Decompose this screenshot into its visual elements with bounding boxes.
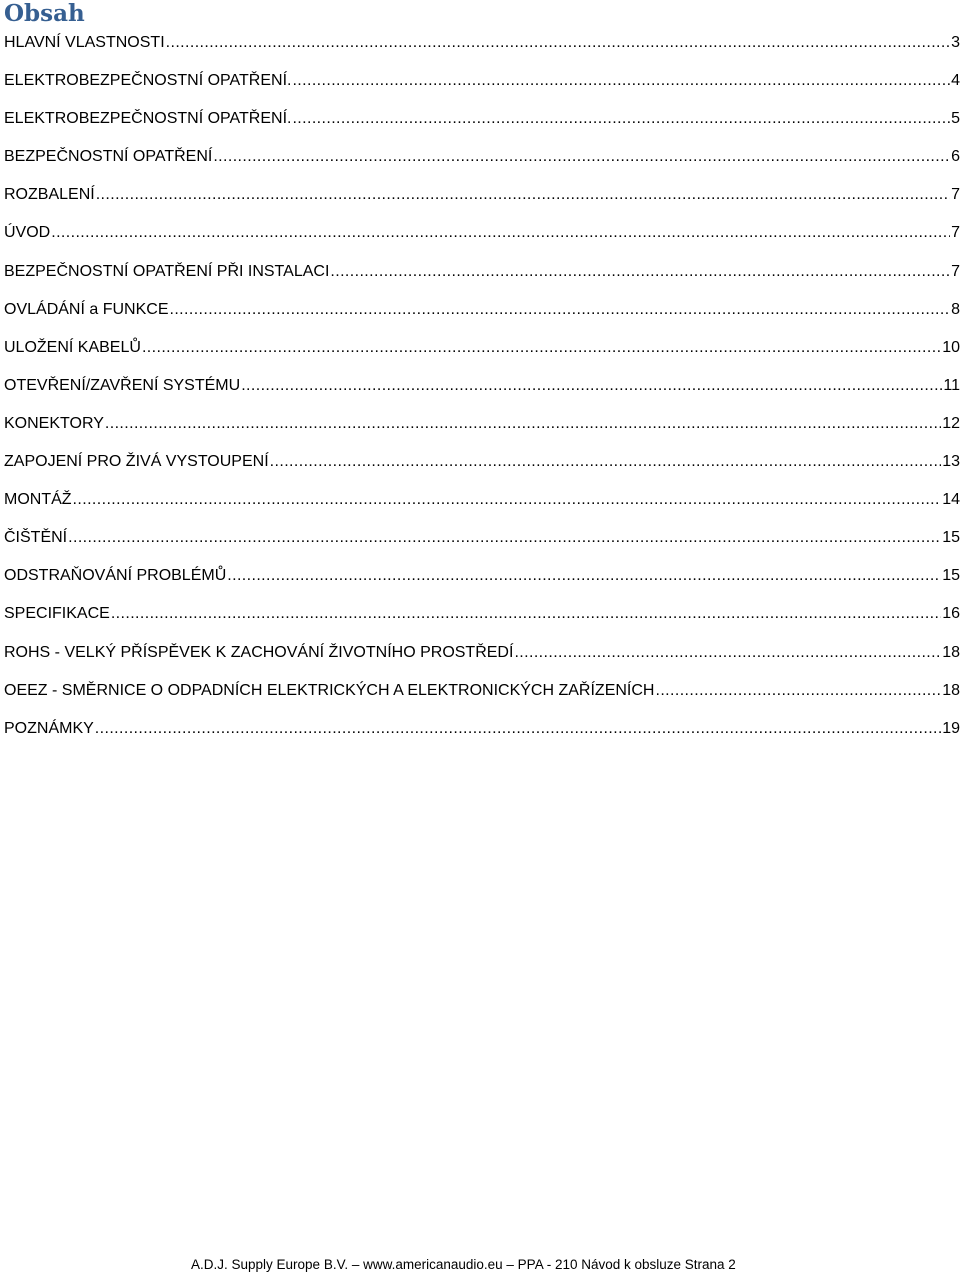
table-of-contents: [4, 31, 960, 755]
toc-page-number: 10: [942, 338, 960, 356]
toc-entry-title: ELEKTROBEZPEČNOSTNÍ OPATŘENÍ.: [4, 72, 292, 90]
toc-entry-title: HLAVNÍ VLASTNOSTI: [4, 34, 165, 51]
toc-entry-title: POZNÁMKY: [4, 719, 94, 737]
toc-entry[interactable]: [4, 145, 960, 183]
toc-page-number: 7: [951, 224, 960, 242]
toc-entry-title: ROZBALENÍ: [4, 186, 95, 204]
toc-entry-title: ULOŽENÍ KABELŮ: [4, 338, 141, 356]
toc-entry-title: OTEVŘENÍ/ZAVŘENÍ SYSTÉMU: [4, 376, 241, 394]
toc-page-number: 3: [951, 34, 960, 51]
toc-dot-leader: [655, 679, 941, 703]
toc-entry[interactable]: [4, 69, 960, 107]
toc-entry-title: ÚVOD: [4, 224, 51, 242]
toc-dot-leader: [227, 564, 941, 588]
toc-dot-leader: [96, 183, 950, 207]
toc-entry[interactable]: [4, 412, 960, 450]
toc-entry[interactable]: [4, 641, 960, 679]
toc-entry[interactable]: [4, 450, 960, 488]
footer-text: A.D.J. Supply Europe B.V. – www.americanaudio.eu – PPA - 210 Návod k obsluze Strana 2: [191, 1257, 736, 1272]
toc-entry[interactable]: [4, 107, 960, 145]
toc-entry[interactable]: [4, 374, 960, 412]
toc-dot-leader: [330, 260, 950, 284]
toc-page-number: 13: [942, 453, 960, 471]
toc-entry-title: SPECIFIKACE: [4, 605, 110, 623]
toc-dot-leader: [142, 336, 941, 360]
toc-entry[interactable]: [4, 336, 960, 374]
toc-dot-leader: [51, 221, 950, 245]
toc-entry[interactable]: [4, 717, 960, 755]
toc-page-number: 15: [942, 567, 960, 585]
toc-dot-leader: [105, 412, 941, 436]
toc-entry[interactable]: [4, 31, 960, 69]
toc-entry-title: OVLÁDÁNÍ a FUNKCE: [4, 300, 169, 318]
toc-entry-title: BEZPEČNOSTNÍ OPATŘENÍ PŘI INSTALACI: [4, 262, 330, 280]
page-footer: [0, 1256, 960, 1274]
toc-entry[interactable]: [4, 221, 960, 259]
toc-entry[interactable]: [4, 602, 960, 640]
toc-page-number: 8: [951, 300, 960, 318]
toc-dot-leader: [514, 641, 941, 665]
toc-entry-title: ZAPOJENÍ PRO ŽIVÁ VYSTOUPENÍ: [4, 453, 269, 471]
toc-page-number: 4: [951, 72, 960, 90]
toc-dot-leader: [166, 31, 950, 55]
toc-entry-title: ELEKTROBEZPEČNOSTNÍ OPATŘENÍ.: [4, 110, 292, 128]
toc-entry[interactable]: [4, 526, 960, 564]
toc-dot-leader: [270, 450, 942, 474]
toc-page-number: 11: [943, 376, 960, 394]
toc-entry-title: ODSTRAŇOVÁNÍ PROBLÉMŮ: [4, 567, 227, 585]
toc-dot-leader: [95, 717, 941, 741]
toc-entry[interactable]: [4, 679, 960, 717]
toc-entry[interactable]: [4, 564, 960, 602]
toc-page-number: 7: [951, 262, 960, 280]
toc-entry-title: ROHS - VELKÝ PŘÍSPĚVEK K ZACHOVÁNÍ ŽIVOTNÍHO PROSTŘEDÍ: [4, 643, 514, 661]
toc-page-number: 16: [942, 605, 960, 623]
toc-entry-title: BEZPEČNOSTNÍ OPATŘENÍ: [4, 148, 213, 166]
toc-page-number: 14: [942, 491, 960, 509]
toc-entry-title: OEEZ - SMĚRNICE O ODPADNÍCH ELEKTRICKÝCH A ELEKTRONICKÝCH ZAŘÍZENÍCH: [4, 681, 655, 699]
toc-entry[interactable]: [4, 488, 960, 526]
toc-page-number: 12: [942, 414, 960, 432]
toc-page-number: 15: [942, 529, 960, 547]
toc-page-number: 18: [942, 681, 960, 699]
toc-dot-leader: [241, 374, 942, 398]
toc-entry[interactable]: [4, 298, 960, 336]
toc-entry-title: MONTÁŽ: [4, 491, 72, 509]
toc-dot-leader: [213, 145, 950, 169]
toc-dot-leader: [68, 526, 941, 550]
toc-page-number: 18: [942, 643, 960, 661]
toc-dot-leader: [292, 107, 950, 131]
toc-page-number: 7: [951, 186, 960, 204]
toc-entry-title: KONEKTORY: [4, 414, 104, 432]
toc-heading: Obsah: [4, 0, 85, 27]
toc-entry[interactable]: [4, 183, 960, 221]
toc-page-number: 19: [942, 719, 960, 737]
toc-dot-leader: [73, 488, 942, 512]
toc-entry-title: ČIŠTĚNÍ: [4, 529, 68, 547]
toc-entry[interactable]: [4, 260, 960, 298]
toc-dot-leader: [169, 298, 950, 322]
toc-dot-leader: [292, 69, 950, 93]
toc-dot-leader: [111, 602, 941, 626]
toc-page-number: 6: [951, 148, 960, 166]
toc-page-number: 5: [951, 110, 960, 128]
